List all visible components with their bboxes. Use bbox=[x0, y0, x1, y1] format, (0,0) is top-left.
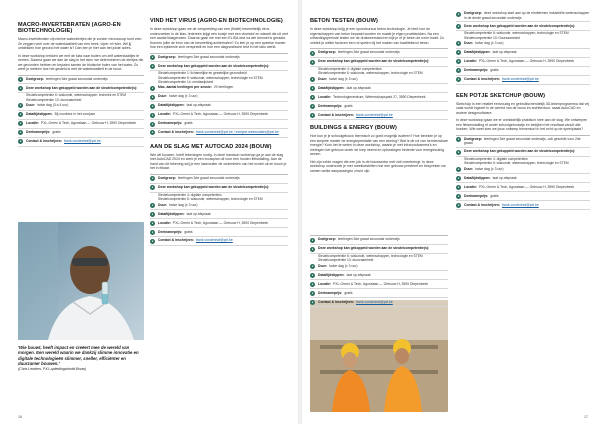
section-body: In deze workshop krijg je een spoedcursus beton-technologie. Je leert hoe de eigenschappen van beton bepaald worden en maakt je eigen proefstukken. Na een uithardingsperiode testen we de drukweerstand en kijk je of je beton de norm haalt. Zo ontdek je welke factoren een rol spelen bij het maken van kwaliteitsvol beton. bbox=[310, 27, 444, 45]
competence-item: Sleutelcompetentie 6: wiskunde, wetenschappen, technologie en STEM bbox=[464, 161, 569, 166]
location-pin-icon: ● bbox=[457, 184, 460, 189]
info-row-competences: ● Deze workshop kan gekoppeld worden aan de sleutelcompetentie(s): bbox=[150, 62, 288, 71]
contact-link[interactable]: frank.vondenhof@pxl.be bbox=[355, 299, 393, 304]
target-icon: ● bbox=[311, 237, 314, 242]
key-icon: ● bbox=[151, 64, 154, 69]
sketchup-section bbox=[456, 93, 590, 211]
competence-item: Sleutelcompetentie 4: digitale competenties bbox=[318, 66, 382, 71]
page-number-right: 17 bbox=[584, 415, 588, 419]
clock-icon: ● bbox=[457, 41, 460, 46]
construction-photo bbox=[310, 300, 448, 412]
info-row-prijs: ● Deelnameprijs: gratis bbox=[150, 228, 288, 237]
info-row-competences: ● Deze workshop kan gekoppeld worden aan de sleutelcompetentie(s): bbox=[456, 22, 590, 31]
info-row-locatie: ● Locatie: PXL-Green & Tech, Agoralaan — Gebouw H, 3590 Diepenbeek bbox=[310, 280, 448, 289]
info-row-data: ● Data/tijdstippen: Bij voorkeur in het voorjaar bbox=[18, 111, 144, 120]
info-row-competences: ● Deze workshop kan gekoppeld worden aan de sleutelcompetentie(s): bbox=[310, 245, 448, 254]
mail-icon: ● bbox=[151, 130, 154, 135]
info-row-contact: ● Contact & inschrijven: frank.vondenhof@pxl.be bbox=[150, 237, 288, 246]
target-icon: ● bbox=[457, 137, 460, 142]
contact-link[interactable]: frank.vondenhof@pxl.be bbox=[501, 202, 539, 207]
info-row-locatie: ● Locatie: PXL-Green & Tech, Agoralaan — Gebouw H, 3590 Diepenbeek bbox=[456, 183, 590, 192]
competence-item: Sleutelcompetentie 4: digitale competenties bbox=[158, 192, 222, 197]
info-row-prijs: ● Deelnameprijs: gratis bbox=[456, 192, 590, 201]
contact-link[interactable]: frank.vondenhof@pxl.be bbox=[195, 238, 233, 243]
info-row-competences: ● Deze workshop kan gekoppeld worden aan de sleutelcompetentie(s): bbox=[456, 148, 590, 157]
contact-link[interactable]: frank.vondenhof@pxl.be / evelyne.wintmolders@pxl.be bbox=[195, 130, 279, 135]
info-row-prijs: ● Deelnameprijs: gratis bbox=[456, 67, 590, 76]
contact-link[interactable]: frank.vondenhof@pxl.be bbox=[63, 139, 101, 144]
info-row-data: ● Data/tijdstippen: laat op afspraak bbox=[310, 84, 448, 93]
mail-icon: ● bbox=[311, 112, 314, 117]
euro-icon: ● bbox=[457, 68, 460, 73]
calendar-icon: ● bbox=[457, 175, 460, 180]
vind-het-virus-section bbox=[150, 18, 288, 246]
info-row-doelgroep: ● Doelgroep: leerlingen 3de graad secundair onderwijs bbox=[310, 236, 448, 245]
info-row-duur: ● Duur: halve dag (± 3 uur) bbox=[150, 201, 288, 210]
info-row-data: ● Data/tijdstippen: laat op afspraak bbox=[456, 49, 590, 58]
info-row-locatie: ● Locatie: PXL-Green & Tech, Agoralaan — Gebouw H, 3590 Diepenbeek bbox=[456, 58, 590, 67]
info-table bbox=[456, 10, 590, 85]
info-row-duur: ● Duur: halve dag (± 3 uur) bbox=[456, 165, 590, 174]
info-row-contact: ● Contact & inschrijven: frank.vondenhof@pxl.be bbox=[456, 76, 590, 85]
mail-icon: ● bbox=[151, 238, 154, 243]
section-body-2: In deze workshop gaan we er onmiddellijk praktisch mee aan de slag. We ontwerpen een fietsenstalling of ander schoolgebouwtje en bekijken het resultaat vanuit alle hoeken. Wie weet zien we jouw ontwerp binnenkort in het echt op de speelplaats? bbox=[456, 118, 588, 132]
info-row-data: ● Data/tijdstippen: laat op afspraak bbox=[150, 102, 288, 111]
info-table bbox=[456, 135, 590, 211]
buildings-energy-info bbox=[310, 232, 448, 307]
euro-icon: ● bbox=[151, 121, 154, 126]
testimonial-quote bbox=[18, 345, 144, 372]
section-body: In deze workshop gaan we de verspreiding van een (fictief) besmettelijk virus onderzoeken in de klas. Iedereen krijgt een buisje met een vloeistof en wisselt die uit met een aantal klasgenoten. Daarna gaan we met een ELISA-test na wie besmet is geraakt. Kunnen jullie de bron van de besmetting achterhalen? Zo leer je op een speelse manier hoe een epidemie zich verspreidt en hoe een diagnostische test in het labo werkt. bbox=[150, 27, 288, 49]
section-title: BUILDINGS & ENERGY (BOUW) bbox=[310, 125, 397, 132]
competence-item: Sleutelcompetentie 6: wiskunde, wetenschappen, technologie en STEM bbox=[464, 31, 569, 36]
key-icon: ● bbox=[19, 86, 22, 91]
info-row-competences: ● Deze workshop kan gekoppeld worden aan de sleutelcompetentie(s): bbox=[150, 184, 288, 193]
section-body: Hoe kun je je schoolgebouw thermisch zo goed mogelijk isoleren? Hoe bereken je op een simpele manier de energieprestatie van een woning? Wat is de rol van hernieuwbare energie? Kom het te weten in deze workshop, waarin je met infraroodcamera's en metingen het gebouw onder de loep neemt en oplossingen bedenkt voor energiezuinig wonen. bbox=[310, 134, 449, 157]
info-table bbox=[150, 53, 288, 138]
section-body: Wie wil bouwen, heeft tekeningen nodig. In deze handson workshop ga je aan de slag met AutoCAD 2024 en werk je een bouwplan uit voor een houten fietsstalling. Aan de hand van de tekening snij je een lasercutter de onderdelen van het model uit en bouw je het in elkaar. bbox=[150, 152, 287, 171]
info-row-contact: ● Contact & inschrijven: frank.vondenhof@pxl.be bbox=[310, 111, 448, 120]
info-row-prijs: ● Deelnameprijs: gratis bbox=[18, 129, 144, 138]
section-body-2: Het zijn echte vragen die een job in de bouwsector met zich meebrengt. In deze workshop onderzoek je met meettoestellen hoe een gebouw presteert en bespreken we samen welke aanpassingen zinvol zijn. bbox=[310, 159, 446, 173]
info-row-contact: ● Contact & inschrijven: frank.vondenhof@pxl.be bbox=[310, 298, 448, 307]
info-row-prijs: ● Deelnameprijs: gratis bbox=[310, 289, 448, 298]
macro-invertebraten-section bbox=[18, 22, 144, 147]
info-row-locatie: ● Locatie: PXL-Green & Tech, Agoralaan — Gebouw H, 3590 Diepenbeek bbox=[18, 120, 144, 129]
info-row-competences: ● Deze workshop kan gekoppeld worden aan de sleutelcompetentie(s): bbox=[18, 84, 144, 93]
info-table bbox=[310, 235, 448, 307]
competence-item: Sleutelcompetentie 6: wiskunde, wetenschappen, technologie en STEM bbox=[158, 75, 263, 80]
calendar-icon: ● bbox=[311, 272, 314, 277]
competence-item: Sleutelcompetentie 4: digitale competenties bbox=[464, 156, 528, 161]
clock-icon: ● bbox=[311, 263, 314, 268]
calendar-icon: ● bbox=[19, 112, 22, 117]
info-row-data: ● Data/tijdstippen: laat op afspraak bbox=[456, 174, 590, 183]
clock-icon: ● bbox=[151, 94, 154, 99]
page-number-left: 16 bbox=[18, 415, 22, 419]
section-title: AAN DE SLAG MET AUTOCAD 2024 (BOUW) bbox=[150, 143, 272, 150]
autocad-section bbox=[150, 144, 288, 246]
calendar-icon: ● bbox=[151, 103, 154, 108]
info-row-doelgroep: ● Doelgroep: leerlingen 3de graad secundair onderwijs bbox=[150, 175, 288, 184]
target-icon: ● bbox=[19, 77, 22, 82]
info-row-doelgroep: ● Doelgroep: deze workshop start aan op de eindtermen industriële wetenschappen in de derde graad secundair onderwijs bbox=[456, 10, 590, 22]
location-pin-icon: ● bbox=[311, 281, 314, 286]
info-row-prijs: ● Deelnameprijs: gratis bbox=[310, 102, 448, 111]
info-row-locatie: ● Locatie: PXL-Green & Tech, Agoralaan — Gebouw H, 3590 Diepenbeek bbox=[150, 111, 288, 120]
info-row-locatie: ● Locatie: PXL-Green & Tech, Agoralaan — Gebouw H, 3590 Diepenbeek bbox=[150, 219, 288, 228]
competence-item: Sleutelcompetentie 6: wiskunde, wetenschappen, technologie en STEM bbox=[318, 253, 423, 258]
quote-text: 'Wie bouwt, heeft impact en creëert mee de wereld van morgen. Een wereld waarin we dankzij slimme innovatie en digitale technologieën slimmer, sneller, efficiënter en duurzamer bouwen.' bbox=[18, 345, 139, 367]
calendar-icon: ● bbox=[151, 211, 154, 216]
location-pin-icon: ● bbox=[151, 112, 154, 117]
beton-testen-section bbox=[310, 18, 448, 176]
info-row-contact: ● Contact & inschrijven: frank.vondenhof@pxl.be bbox=[18, 138, 144, 147]
competence-item: Sleutelcompetentie 14: mediawijsheid bbox=[158, 79, 214, 84]
euro-icon: ● bbox=[311, 290, 314, 295]
info-table bbox=[310, 48, 448, 120]
mail-icon: ● bbox=[311, 299, 314, 304]
info-row-contact: ● Contact & inschrijven: frank.vondenhof@pxl.be / evelyne.wintmolders@pxl.be bbox=[150, 129, 288, 138]
info-row-contact: ● Contact & inschrijven: frank.vondenhof@pxl.be bbox=[456, 201, 590, 210]
clock-icon: ● bbox=[457, 166, 460, 171]
section-title: BETON TESTEN (BOUW) bbox=[310, 18, 378, 24]
mail-icon: ● bbox=[457, 202, 460, 207]
competence-item: Sleutelcompetentie 6: wiskunde, wetenschappen, technologie en STEM bbox=[318, 71, 423, 76]
calendar-icon: ● bbox=[457, 50, 460, 55]
competence-item: Sleutelcompetentie 6: wiskunde, wetenschappen, techniek en STEM bbox=[26, 93, 127, 98]
mail-icon: ● bbox=[457, 77, 460, 82]
section-intro: Macro-invertebraten zijn kleine waterdiertjes die je zonder microscoop kunt zien. Ze zeggen veel over de waterkwaliteit van een beek, vijver of rivier. Wil jij ontdekken hoe gezond het water is? Dan ben je hier aan het juiste adres. bbox=[18, 37, 143, 50]
key-icon: ● bbox=[457, 149, 460, 154]
calendar-icon: ● bbox=[311, 85, 314, 90]
info-row-duur: ● Duur: halve dag (± 3 uur) bbox=[150, 93, 288, 102]
info-row-doelgroep: ● Doelgroep: leerlingen 3de graad secundair onderwijs bbox=[310, 49, 448, 58]
info-row-duur: ● Duur: halve dag (± 3 uur) bbox=[310, 75, 448, 84]
buildings-energy-section bbox=[310, 125, 448, 173]
target-icon: ● bbox=[151, 176, 154, 181]
competence-item: Sleutelcompetentie 1: lichamelijke en geestelijke gezondheid bbox=[158, 71, 247, 76]
clock-icon: ● bbox=[19, 103, 22, 108]
target-icon: ● bbox=[311, 50, 314, 55]
info-row-duur: ● Duur: halve dag (± 3 uur) bbox=[456, 40, 590, 49]
target-icon: ● bbox=[151, 55, 154, 60]
location-pin-icon: ● bbox=[457, 59, 460, 64]
info-row-locatie: ● Locatie: Technologiecentrum, Wetenschapspark 27, 3590 Diepenbeek bbox=[310, 93, 448, 102]
info-row-max: ● Max. aantal leerlingen per sessie: 20 leerlingen bbox=[150, 84, 288, 93]
info-row-doelgroep: ● Doelgroep: leerlingen 3de graad secundair onderwijs bbox=[18, 76, 144, 85]
people-icon: ● bbox=[151, 85, 154, 90]
section-body: SketchUp is een relatief eenvoudig en gebruiksvriendelijk 3D-tekenprogramma dat vrij vaak wordt ingezet in de wereld van de bouw en architectuur, naast AutoCAD en andere designsoftware. bbox=[456, 101, 590, 115]
quote-author: (Chris Lenders, PXL-opleidingshoofd Bouw) bbox=[18, 366, 87, 371]
target-icon: ● bbox=[457, 11, 460, 16]
competence-item: Sleutelcompetentie 13: duurzaamheid bbox=[26, 97, 82, 102]
euro-icon: ● bbox=[311, 103, 314, 108]
key-icon: ● bbox=[151, 185, 154, 190]
clock-icon: ● bbox=[151, 202, 154, 207]
beton-info-continued bbox=[456, 10, 590, 210]
info-row-duur: ● Duur: halve dag (± 3 uur) bbox=[310, 262, 448, 271]
key-icon: ● bbox=[311, 246, 314, 251]
location-pin-icon: ● bbox=[311, 94, 314, 99]
section-title: EEN POTJE SKETCHUP (BOUW) bbox=[456, 92, 546, 99]
euro-icon: ● bbox=[19, 130, 22, 135]
clock-icon: ● bbox=[311, 76, 314, 81]
info-row-competences: ● Deze workshop kan gekoppeld worden aan de sleutelcompetentie(s): bbox=[310, 58, 448, 67]
competence-item: Sleutelcompetentie 13: duurzaamheid bbox=[318, 258, 374, 263]
contact-link[interactable]: frank.vondenhof@pxl.be bbox=[355, 112, 393, 117]
info-table bbox=[150, 174, 288, 246]
euro-icon: ● bbox=[151, 229, 154, 234]
info-row-data: ● Data/tijdstippen: laat op afspraak bbox=[150, 210, 288, 219]
info-row-doelgroep: ● Doelgroep: leerlingen 3de graad secundair onderwijs, ook geschikt voor 2de graad bbox=[456, 136, 590, 148]
contact-link[interactable]: frank.vondenhof@pxl.be bbox=[501, 77, 539, 82]
competence-item: Sleutelcompetentie 13: Duurzaamheid bbox=[464, 35, 520, 40]
key-icon: ● bbox=[311, 59, 314, 64]
info-row-duur: ● Duur: halve dag (3 à 4 uur) bbox=[18, 102, 144, 111]
competence-item: Sleutelcompetentie 6: wiskunde, wetenschappen, technologie en STEM bbox=[158, 197, 263, 201]
info-table bbox=[18, 75, 144, 147]
mail-icon: ● bbox=[19, 139, 22, 144]
section-title: VIND HET VIRUS (AGRO-EN BIOTECHNOLOGIE) bbox=[150, 18, 283, 24]
researcher-photo bbox=[18, 222, 144, 340]
location-pin-icon: ● bbox=[19, 121, 22, 126]
key-icon: ● bbox=[457, 23, 460, 28]
euro-icon: ● bbox=[457, 193, 460, 198]
info-row-data: ● Data/tijdstippen: laat op afspraak bbox=[310, 271, 448, 280]
info-row-prijs: ● Deelnameprijs: gratis bbox=[150, 120, 288, 129]
section-title: MACRO-INVERTEBRATEN (AGRO-EN BIOTECHNOLOGIE) bbox=[18, 22, 121, 34]
section-body: In deze workshop trekken we met de klas naar buiten om zelf waterstaaltjes te nemen. Daarna gaan we aan de slag in het labo: we determineren de diertjes die we gevonden hebben en bepalen samen de biotische index van het water. Zo weet je meteen hoe het gesteld is met de waterkwaliteit in de buurt. bbox=[18, 53, 144, 71]
location-pin-icon: ● bbox=[151, 220, 154, 225]
info-row-doelgroep: ● Doelgroep: leerlingen 3de graad secundair onderwijs bbox=[150, 54, 288, 63]
